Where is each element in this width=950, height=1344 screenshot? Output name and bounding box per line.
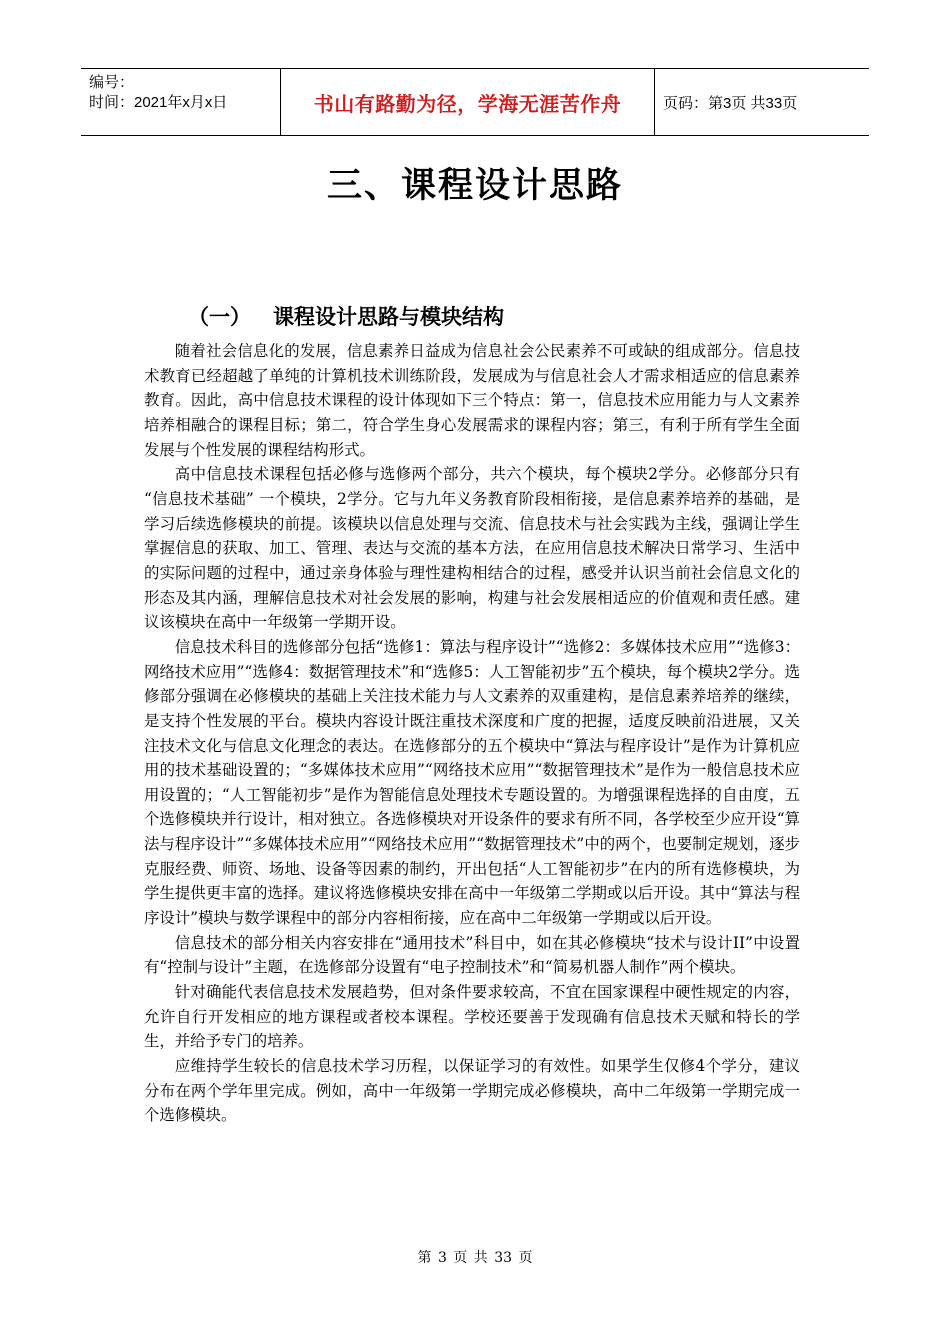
page-header	[81, 68, 869, 136]
section-title: 课程设计思路与模块结构	[273, 305, 504, 329]
header-page-info: 页码：第3页 共33页	[663, 94, 798, 112]
page-footer: 第 3 页 共 33 页	[417, 1250, 533, 1266]
body-text	[144, 339, 800, 1128]
document-time-label: 时间：2021年x月x日	[89, 94, 228, 111]
paragraph: 高中信息技术课程包括必修与选修两个部分，共六个模块，每个模块2学分。必修部分只有 “信息技术基础” 一个模块，2学分。它与九年义务教育阶段相衔接，是信息素养培养的基础，是学习后续选修模块的前提。该模块以信息处理与交流、信息技术与社会实践为主线，强调让学生掌握信息的获取、加工、管理、表达与交流的基本方法，在应用信息技术解决日常学习、生活中的实际问题的过程中，通过亲身体验与理性建构相结合的过程，感受并认识当前社会信息文化的形态及其内涵，理解信息技术对社会发展的影响，构建与社会发展相适应的价值观和责任感。建议该模块在高中一年级第一学期开设。	[144, 465, 800, 632]
paragraph: 随着社会信息化的发展，信息素养日益成为信息社会公民素养不可或缺的组成部分。信息技术教育已经超越了单纯的计算机技术训练阶段，发展成为与信息社会人才需求相适应的信息素养教育。因此，高中信息技术课程的设计体现如下三个特点：第一，信息技术应用能力与人文素养培养相融合的课程目标；第二，符合学生身心发展需求的课程内容；第三，有利于所有学生全面发展与个性发展的课程结构形式。	[144, 342, 800, 459]
paragraph: 信息技术科目的选修部分包括“选修1：算法与程序设计”“选修2：多媒体技术应用”“选修3：网络技术应用”“选修4：数据管理技术”和“选修5：人工智能初步”五个模块，每个模块2学分。选修部分强调在必修模块的基础上关注技术能力与人文素养的双重建构，是信息素养培养的继续，是支持个性发展的平台。模块内容设计既注重技术深度和广度的把握，适度反映前沿进展，又关注技术文化与信息文化理念的表达。在选修部分的五个模块中“算法与程序设计”是作为计算机应用的技术基础设置的；“多媒体技术应用”“网络技术应用”“数据管理技术”是作为一般信息技术应用设置的；“人工智能初步”是作为智能信息处理技术专题设置的。为增强课程选择的自由度，五个选修模块并行设计，相对独立。各选修模块对开设条件的要求有所不同，各学校至少应开设“算法与程序设计”“多媒体技术应用”“网络技术应用”“数据管理技术”中的两个，也要制定规划，逐步克服经费、师资、场地、设备等因素的制约，开出包括“人工智能初步”在内的所有选修模块，为学生提供更丰富的选择。建议将选修模块安排在高中一年级第二学期或以后开设。其中“算法与程序设计”模块与数学课程中的部分内容相衔接，应在高中二年级第一学期或以后开设。	[144, 637, 800, 928]
page-title: 三、课程设计思路	[326, 166, 623, 206]
paragraph: 针对确能代表信息技术发展趋势，但对条件要求较高，不宜在国家课程中硬性规定的内容，允许自行开发相应的地方课程或者校本课程。学校还要善于发现确有信息技术天赋和特长的学生，并给予专门的培养。	[144, 983, 800, 1051]
document-number-label: 编号：	[89, 74, 135, 91]
header-motto-cell	[281, 69, 655, 135]
paragraph: 应维持学生较长的信息技术学习历程，以保证学习的有效性。如果学生仅修4个学分，建议分布在两个学年里完成。例如，高中一年级第一学期完成必修模块，高中二年级第一学期完成一个选修模块。	[144, 1057, 800, 1125]
section-heading	[188, 301, 504, 331]
header-page-cell	[655, 69, 869, 135]
paragraph: 信息技术的部分相关内容安排在“通用技术”科目中，如在其必修模块“技术与设计II”中设置有“控制与设计”主题，在选修部分设置有“电子控制技术”和“简易机器人制作”两个模块。	[144, 933, 800, 977]
header-meta-cell	[81, 69, 281, 135]
header-motto: 书山有路勤为径，学海无涯苦作舟	[313, 91, 622, 116]
section-number: （一）	[188, 305, 251, 329]
